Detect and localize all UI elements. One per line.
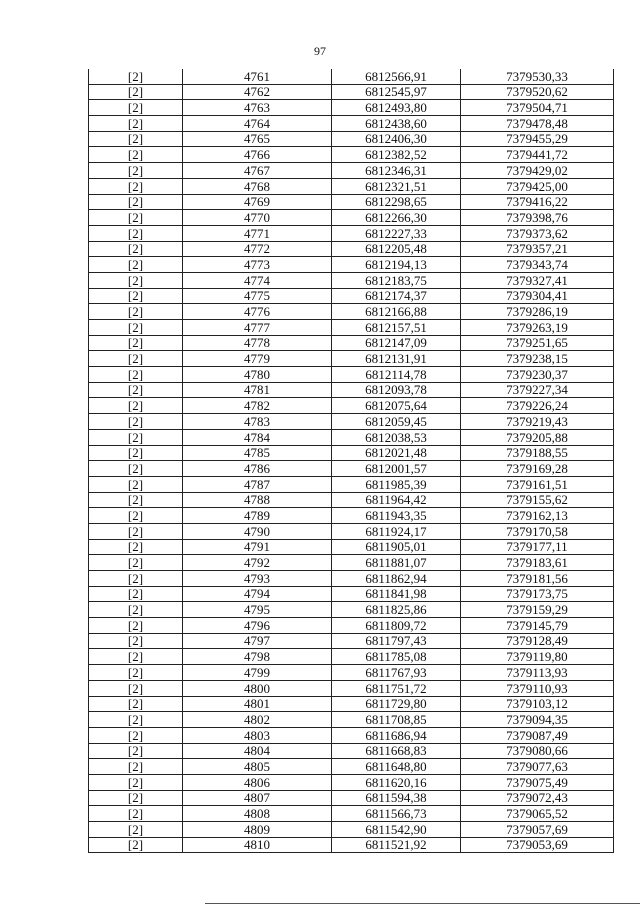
table-row (89, 790, 614, 806)
table-row (89, 257, 614, 273)
cell-point-number: 4786 (183, 461, 332, 477)
cell-y-coordinate: 7379441,72 (461, 147, 614, 163)
cell-point-number: 4794 (183, 586, 332, 602)
cell-y-coordinate: 7379455,29 (461, 131, 614, 147)
cell-x-coordinate: 6812166,88 (332, 304, 461, 320)
cell-point-number: 4791 (183, 539, 332, 555)
cell-source-ref: [2] (89, 633, 183, 649)
table-row (89, 225, 614, 241)
cell-y-coordinate: 7379504,71 (461, 100, 614, 116)
cell-y-coordinate: 7379425,00 (461, 178, 614, 194)
cell-point-number: 4810 (183, 837, 332, 853)
cell-point-number: 4780 (183, 367, 332, 383)
cell-point-number: 4800 (183, 680, 332, 696)
table-row (89, 476, 614, 492)
cell-source-ref: [2] (89, 100, 183, 116)
cell-y-coordinate: 7379072,43 (461, 790, 614, 806)
cell-y-coordinate: 7379169,28 (461, 461, 614, 477)
cell-y-coordinate: 7379053,69 (461, 837, 614, 853)
cell-x-coordinate: 6811785,08 (332, 649, 461, 665)
cell-point-number: 4762 (183, 84, 332, 100)
cell-point-number: 4788 (183, 492, 332, 508)
cell-x-coordinate: 6812093,78 (332, 382, 461, 398)
table-row (89, 351, 614, 367)
cell-source-ref: [2] (89, 445, 183, 461)
cell-x-coordinate: 6811943,35 (332, 508, 461, 524)
cell-source-ref: [2] (89, 680, 183, 696)
cell-x-coordinate: 6812298,65 (332, 194, 461, 210)
table-row (89, 586, 614, 602)
cell-x-coordinate: 6811809,72 (332, 618, 461, 634)
cell-x-coordinate: 6811708,85 (332, 712, 461, 728)
cell-x-coordinate: 6812147,09 (332, 335, 461, 351)
cell-source-ref: [2] (89, 806, 183, 822)
table-row (89, 320, 614, 336)
cell-y-coordinate: 7379238,15 (461, 351, 614, 367)
cell-source-ref: [2] (89, 147, 183, 163)
table-row (89, 712, 614, 728)
cell-point-number: 4761 (183, 69, 332, 84)
cell-source-ref: [2] (89, 241, 183, 257)
cell-point-number: 4785 (183, 445, 332, 461)
cell-source-ref: [2] (89, 398, 183, 414)
cell-y-coordinate: 7379094,35 (461, 712, 614, 728)
cell-y-coordinate: 7379343,74 (461, 257, 614, 273)
cell-y-coordinate: 7379530,33 (461, 69, 614, 84)
cell-x-coordinate: 6812321,51 (332, 178, 461, 194)
cell-x-coordinate: 6812266,30 (332, 210, 461, 226)
cell-y-coordinate: 7379263,19 (461, 320, 614, 336)
cell-x-coordinate: 6811751,72 (332, 680, 461, 696)
table-row (89, 649, 614, 665)
cell-point-number: 4764 (183, 116, 332, 132)
cell-x-coordinate: 6811648,80 (332, 759, 461, 775)
cell-x-coordinate: 6811985,39 (332, 476, 461, 492)
cell-y-coordinate: 7379429,02 (461, 163, 614, 179)
cell-source-ref: [2] (89, 194, 183, 210)
cell-y-coordinate: 7379327,41 (461, 272, 614, 288)
cell-y-coordinate: 7379119,80 (461, 649, 614, 665)
cell-y-coordinate: 7379161,51 (461, 476, 614, 492)
cell-point-number: 4808 (183, 806, 332, 822)
cell-source-ref: [2] (89, 367, 183, 383)
cell-x-coordinate: 6812227,33 (332, 225, 461, 241)
table-row (89, 288, 614, 304)
cell-source-ref: [2] (89, 539, 183, 555)
cell-x-coordinate: 6812382,52 (332, 147, 461, 163)
table-row (89, 571, 614, 587)
cell-x-coordinate: 6812114,78 (332, 367, 461, 383)
cell-x-coordinate: 6812566,91 (332, 69, 461, 84)
cell-source-ref: [2] (89, 84, 183, 100)
cell-source-ref: [2] (89, 586, 183, 602)
table-row (89, 555, 614, 571)
table-row (89, 696, 614, 712)
cell-point-number: 4781 (183, 382, 332, 398)
cell-source-ref: [2] (89, 288, 183, 304)
table-row (89, 304, 614, 320)
cell-y-coordinate: 7379110,93 (461, 680, 614, 696)
table-row (89, 163, 614, 179)
cell-x-coordinate: 6812194,13 (332, 257, 461, 273)
table-row (89, 806, 614, 822)
cell-y-coordinate: 7379205,88 (461, 429, 614, 445)
cell-y-coordinate: 7379065,52 (461, 806, 614, 822)
table-row (89, 774, 614, 790)
table-row (89, 523, 614, 539)
cell-source-ref: [2] (89, 523, 183, 539)
cell-point-number: 4807 (183, 790, 332, 806)
cell-source-ref: [2] (89, 69, 183, 84)
table-row (89, 335, 614, 351)
cell-source-ref: [2] (89, 163, 183, 179)
cell-y-coordinate: 7379373,62 (461, 225, 614, 241)
cell-point-number: 4792 (183, 555, 332, 571)
table-row (89, 272, 614, 288)
cell-y-coordinate: 7379145,79 (461, 618, 614, 634)
page-bottom-rule (205, 903, 640, 904)
table-row (89, 822, 614, 838)
cell-source-ref: [2] (89, 131, 183, 147)
cell-y-coordinate: 7379398,76 (461, 210, 614, 226)
cell-y-coordinate: 7379113,93 (461, 665, 614, 681)
cell-x-coordinate: 6812038,53 (332, 429, 461, 445)
cell-y-coordinate: 7379159,29 (461, 602, 614, 618)
cell-source-ref: [2] (89, 351, 183, 367)
cell-x-coordinate: 6811825,86 (332, 602, 461, 618)
cell-point-number: 4771 (183, 225, 332, 241)
table-row (89, 100, 614, 116)
cell-source-ref: [2] (89, 382, 183, 398)
cell-point-number: 4784 (183, 429, 332, 445)
cell-source-ref: [2] (89, 822, 183, 838)
cell-source-ref: [2] (89, 759, 183, 775)
table-row (89, 116, 614, 132)
cell-source-ref: [2] (89, 272, 183, 288)
table-row (89, 539, 614, 555)
cell-source-ref: [2] (89, 618, 183, 634)
cell-point-number: 4793 (183, 571, 332, 587)
table-row (89, 461, 614, 477)
cell-x-coordinate: 6811841,98 (332, 586, 461, 602)
cell-source-ref: [2] (89, 476, 183, 492)
cell-source-ref: [2] (89, 602, 183, 618)
table-row (89, 429, 614, 445)
cell-x-coordinate: 6811729,80 (332, 696, 461, 712)
cell-y-coordinate: 7379357,21 (461, 241, 614, 257)
cell-y-coordinate: 7379304,41 (461, 288, 614, 304)
cell-x-coordinate: 6811668,83 (332, 743, 461, 759)
table-row (89, 69, 614, 84)
cell-x-coordinate: 6811767,93 (332, 665, 461, 681)
table-row (89, 194, 614, 210)
cell-x-coordinate: 6811862,94 (332, 571, 461, 587)
page-number: 97 (314, 44, 326, 58)
cell-point-number: 4776 (183, 304, 332, 320)
cell-point-number: 4766 (183, 147, 332, 163)
cell-x-coordinate: 6812059,45 (332, 414, 461, 430)
table-row (89, 680, 614, 696)
cell-x-coordinate: 6812438,60 (332, 116, 461, 132)
cell-y-coordinate: 7379155,62 (461, 492, 614, 508)
cell-source-ref: [2] (89, 116, 183, 132)
cell-point-number: 4769 (183, 194, 332, 210)
table-row (89, 633, 614, 649)
coordinates-table (88, 69, 614, 853)
cell-point-number: 4782 (183, 398, 332, 414)
cell-point-number: 4801 (183, 696, 332, 712)
cell-point-number: 4805 (183, 759, 332, 775)
table-row (89, 759, 614, 775)
cell-source-ref: [2] (89, 743, 183, 759)
table-row (89, 727, 614, 743)
cell-y-coordinate: 7379183,61 (461, 555, 614, 571)
cell-point-number: 4803 (183, 727, 332, 743)
cell-x-coordinate: 6811964,42 (332, 492, 461, 508)
cell-x-coordinate: 6812001,57 (332, 461, 461, 477)
cell-y-coordinate: 7379173,75 (461, 586, 614, 602)
cell-point-number: 4790 (183, 523, 332, 539)
table-row (89, 665, 614, 681)
cell-point-number: 4768 (183, 178, 332, 194)
cell-point-number: 4795 (183, 602, 332, 618)
cell-y-coordinate: 7379080,66 (461, 743, 614, 759)
cell-y-coordinate: 7379181,56 (461, 571, 614, 587)
cell-point-number: 4770 (183, 210, 332, 226)
table-row (89, 367, 614, 383)
cell-x-coordinate: 6812021,48 (332, 445, 461, 461)
cell-y-coordinate: 7379251,65 (461, 335, 614, 351)
cell-source-ref: [2] (89, 790, 183, 806)
table-row (89, 178, 614, 194)
table-row (89, 241, 614, 257)
table-row (89, 445, 614, 461)
cell-point-number: 4774 (183, 272, 332, 288)
cell-x-coordinate: 6811566,73 (332, 806, 461, 822)
cell-x-coordinate: 6812131,91 (332, 351, 461, 367)
cell-point-number: 4787 (183, 476, 332, 492)
cell-y-coordinate: 7379103,12 (461, 696, 614, 712)
cell-y-coordinate: 7379226,24 (461, 398, 614, 414)
cell-source-ref: [2] (89, 461, 183, 477)
cell-source-ref: [2] (89, 665, 183, 681)
cell-point-number: 4767 (183, 163, 332, 179)
cell-point-number: 4773 (183, 257, 332, 273)
table-row (89, 508, 614, 524)
cell-source-ref: [2] (89, 304, 183, 320)
cell-source-ref: [2] (89, 696, 183, 712)
cell-source-ref: [2] (89, 571, 183, 587)
table-row (89, 147, 614, 163)
cell-x-coordinate: 6812205,48 (332, 241, 461, 257)
cell-x-coordinate: 6811521,92 (332, 837, 461, 853)
cell-source-ref: [2] (89, 712, 183, 728)
cell-point-number: 4802 (183, 712, 332, 728)
table-row (89, 743, 614, 759)
cell-y-coordinate: 7379087,49 (461, 727, 614, 743)
cell-y-coordinate: 7379188,55 (461, 445, 614, 461)
cell-y-coordinate: 7379057,69 (461, 822, 614, 838)
cell-source-ref: [2] (89, 178, 183, 194)
cell-y-coordinate: 7379177,11 (461, 539, 614, 555)
table-row (89, 398, 614, 414)
cell-x-coordinate: 6811924,17 (332, 523, 461, 539)
cell-x-coordinate: 6812183,75 (332, 272, 461, 288)
cell-y-coordinate: 7379128,49 (461, 633, 614, 649)
cell-source-ref: [2] (89, 508, 183, 524)
cell-point-number: 4765 (183, 131, 332, 147)
cell-y-coordinate: 7379286,19 (461, 304, 614, 320)
cell-point-number: 4798 (183, 649, 332, 665)
cell-point-number: 4772 (183, 241, 332, 257)
cell-source-ref: [2] (89, 649, 183, 665)
table-row (89, 837, 614, 853)
table-row (89, 618, 614, 634)
cell-x-coordinate: 6812174,37 (332, 288, 461, 304)
cell-x-coordinate: 6811594,38 (332, 790, 461, 806)
cell-point-number: 4809 (183, 822, 332, 838)
cell-x-coordinate: 6811542,90 (332, 822, 461, 838)
cell-y-coordinate: 7379077,63 (461, 759, 614, 775)
cell-source-ref: [2] (89, 837, 183, 853)
cell-source-ref: [2] (89, 492, 183, 508)
cell-source-ref: [2] (89, 429, 183, 445)
cell-y-coordinate: 7379170,58 (461, 523, 614, 539)
cell-x-coordinate: 6812157,51 (332, 320, 461, 336)
cell-y-coordinate: 7379230,37 (461, 367, 614, 383)
table-row (89, 84, 614, 100)
cell-x-coordinate: 6811686,94 (332, 727, 461, 743)
cell-point-number: 4806 (183, 774, 332, 790)
table-row (89, 492, 614, 508)
cell-x-coordinate: 6812075,64 (332, 398, 461, 414)
cell-y-coordinate: 7379219,43 (461, 414, 614, 430)
cell-point-number: 4777 (183, 320, 332, 336)
cell-y-coordinate: 7379478,48 (461, 116, 614, 132)
cell-source-ref: [2] (89, 225, 183, 241)
cell-source-ref: [2] (89, 320, 183, 336)
cell-y-coordinate: 7379075,49 (461, 774, 614, 790)
cell-source-ref: [2] (89, 335, 183, 351)
cell-source-ref: [2] (89, 774, 183, 790)
cell-y-coordinate: 7379227,34 (461, 382, 614, 398)
table-row (89, 210, 614, 226)
cell-x-coordinate: 6812406,30 (332, 131, 461, 147)
cell-point-number: 4789 (183, 508, 332, 524)
cell-x-coordinate: 6811881,07 (332, 555, 461, 571)
table-row (89, 602, 614, 618)
cell-point-number: 4783 (183, 414, 332, 430)
cell-x-coordinate: 6812493,80 (332, 100, 461, 116)
table-row (89, 131, 614, 147)
cell-y-coordinate: 7379162,13 (461, 508, 614, 524)
cell-source-ref: [2] (89, 210, 183, 226)
table-row (89, 382, 614, 398)
cell-point-number: 4778 (183, 335, 332, 351)
cell-x-coordinate: 6812346,31 (332, 163, 461, 179)
cell-x-coordinate: 6812545,97 (332, 84, 461, 100)
cell-x-coordinate: 6811620,16 (332, 774, 461, 790)
table-row (89, 414, 614, 430)
cell-point-number: 4796 (183, 618, 332, 634)
cell-point-number: 4775 (183, 288, 332, 304)
cell-source-ref: [2] (89, 555, 183, 571)
cell-source-ref: [2] (89, 727, 183, 743)
cell-x-coordinate: 6811905,01 (332, 539, 461, 555)
cell-y-coordinate: 7379416,22 (461, 194, 614, 210)
cell-point-number: 4779 (183, 351, 332, 367)
cell-point-number: 4804 (183, 743, 332, 759)
cell-point-number: 4763 (183, 100, 332, 116)
cell-x-coordinate: 6811797,43 (332, 633, 461, 649)
coordinates-table-body (89, 69, 614, 853)
cell-point-number: 4797 (183, 633, 332, 649)
cell-y-coordinate: 7379520,62 (461, 84, 614, 100)
cell-point-number: 4799 (183, 665, 332, 681)
cell-source-ref: [2] (89, 414, 183, 430)
cell-source-ref: [2] (89, 257, 183, 273)
